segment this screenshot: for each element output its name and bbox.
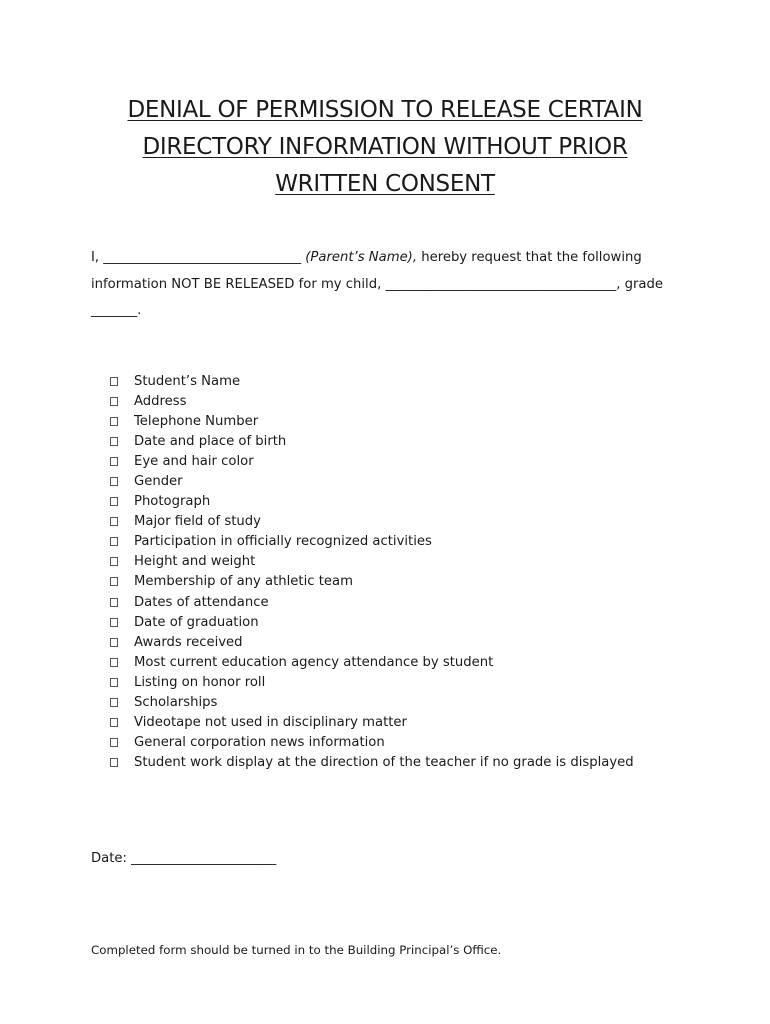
- item-label: Student work display at the direction of the teacher if no grade is displayed: [134, 755, 634, 771]
- checkbox-icon[interactable]: [110, 437, 118, 446]
- checkbox-icon[interactable]: [110, 477, 118, 486]
- list-item[interactable]: [110, 753, 634, 773]
- list-item[interactable]: [110, 451, 634, 471]
- list-item[interactable]: [110, 431, 634, 451]
- item-label: Listing on honor roll: [134, 674, 266, 690]
- list-item[interactable]: [110, 471, 634, 491]
- footer-note: Completed form should be turned in to the Building Principal’s Office.: [91, 943, 502, 957]
- item-label: Height and weight: [134, 554, 256, 570]
- item-label: Most current education agency attendance by student: [134, 654, 494, 670]
- list-item[interactable]: [110, 713, 634, 733]
- checkbox-icon[interactable]: [110, 417, 118, 426]
- list-item[interactable]: [110, 632, 634, 652]
- checkbox-icon[interactable]: [110, 758, 118, 767]
- item-label: Videotape not used in disciplinary matter: [134, 715, 407, 731]
- item-label: Major field of study: [134, 514, 261, 530]
- list-item[interactable]: [110, 733, 634, 753]
- item-label: General corporation news information: [134, 735, 385, 751]
- checkbox-icon[interactable]: [110, 397, 118, 406]
- title-line-2: DIRECTORY INFORMATION WITHOUT PRIOR: [142, 134, 628, 160]
- request-text: hereby request that the following information NOT BE RELEASED for my child, ___________________________________, grade _______.: [91, 250, 663, 318]
- checkbox-icon[interactable]: [110, 577, 118, 586]
- item-label: Photograph: [134, 494, 211, 510]
- item-label: Address: [134, 393, 187, 409]
- list-item[interactable]: [110, 371, 634, 391]
- list-item[interactable]: [110, 411, 634, 431]
- directory-info-checklist: [110, 371, 634, 773]
- checkbox-icon[interactable]: [110, 678, 118, 687]
- request-paragraph: [91, 245, 691, 325]
- title-line-3: WRITTEN CONSENT: [275, 171, 495, 197]
- list-item[interactable]: [110, 693, 634, 713]
- checkbox-icon[interactable]: [110, 618, 118, 627]
- parent-name-label: (Parent’s Name),: [305, 250, 418, 265]
- list-item[interactable]: [110, 552, 634, 572]
- item-label: Student’s Name: [134, 373, 241, 389]
- list-item[interactable]: [110, 572, 634, 592]
- item-label: Gender: [134, 474, 183, 490]
- list-item[interactable]: [110, 512, 634, 532]
- checkbox-icon[interactable]: [110, 718, 118, 727]
- checkbox-icon[interactable]: [110, 738, 118, 747]
- checkbox-icon[interactable]: [110, 698, 118, 707]
- item-label: Dates of attendance: [134, 594, 269, 610]
- item-label: Telephone Number: [134, 413, 259, 429]
- checkbox-icon[interactable]: [110, 598, 118, 607]
- list-item[interactable]: [110, 532, 634, 552]
- checkbox-icon[interactable]: [110, 638, 118, 647]
- item-label: Eye and hair color: [134, 453, 254, 469]
- checkbox-icon[interactable]: [110, 517, 118, 526]
- checkbox-icon[interactable]: [110, 658, 118, 667]
- form-title: [80, 92, 690, 203]
- item-label: Date of graduation: [134, 614, 259, 630]
- list-item[interactable]: [110, 672, 634, 692]
- item-label: Awards received: [134, 634, 243, 650]
- item-label: Date and place of birth: [134, 433, 287, 449]
- date-field[interactable]: Date: ______________________: [91, 851, 277, 866]
- checkbox-icon[interactable]: [110, 537, 118, 546]
- checkbox-icon[interactable]: [110, 497, 118, 506]
- item-label: Membership of any athletic team: [134, 574, 353, 590]
- parent-name-blank[interactable]: I, ______________________________: [91, 250, 306, 265]
- list-item[interactable]: [110, 391, 634, 411]
- list-item[interactable]: [110, 612, 634, 632]
- checkbox-icon[interactable]: [110, 377, 118, 386]
- list-item[interactable]: [110, 592, 634, 612]
- title-line-1: DENIAL OF PERMISSION TO RELEASE CERTAIN: [127, 97, 643, 123]
- checkbox-icon[interactable]: [110, 557, 118, 566]
- list-item[interactable]: [110, 492, 634, 512]
- checkbox-icon[interactable]: [110, 457, 118, 466]
- item-label: Participation in officially recognized activities: [134, 534, 432, 550]
- item-label: Scholarships: [134, 695, 218, 711]
- list-item[interactable]: [110, 652, 634, 672]
